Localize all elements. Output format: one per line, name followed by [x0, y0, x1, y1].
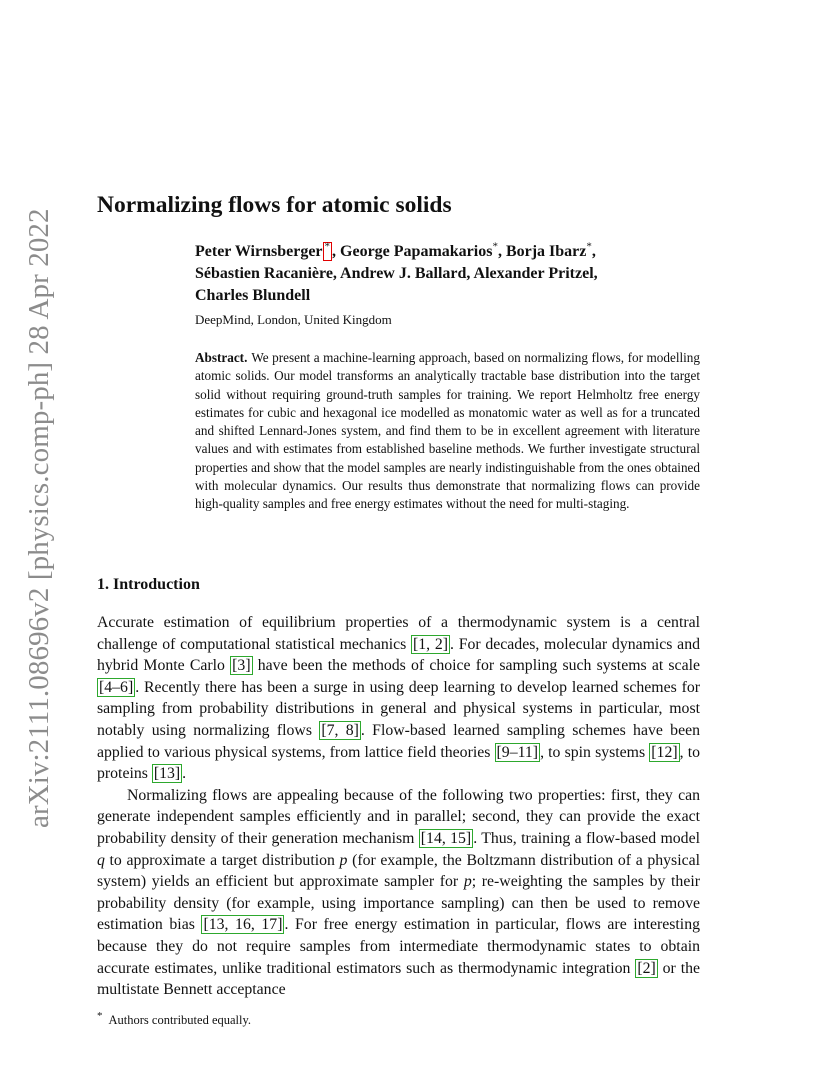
- citation-link[interactable]: [7, 8]: [321, 721, 359, 739]
- citation-link[interactable]: [13]: [153, 765, 181, 783]
- footnote-text: Authors contributed equally.: [108, 1013, 252, 1027]
- citation-link[interactable]: [1, 2]: [413, 635, 449, 653]
- paper-title: Normalizing flows for atomic solids: [97, 192, 452, 218]
- arxiv-identifier: arXiv:2111.08696v2 [physics.comp-ph] 28 Apr 2022: [23, 208, 55, 828]
- citation-link[interactable]: [2]: [637, 959, 656, 977]
- citation-link[interactable]: [12]: [651, 743, 678, 761]
- section-heading: 1. Introduction: [97, 576, 200, 593]
- author-name: , Borja Ibarz: [497, 243, 587, 260]
- equal-contribution-link[interactable]: *: [323, 242, 333, 261]
- equal-contribution-mark: *: [586, 240, 592, 253]
- abstract: [195, 349, 700, 514]
- math-symbol: q: [97, 851, 105, 869]
- abstract-text: We present a machine-learning approach, based on normalizing flows, for modelling atomic solids. Our model transforms an analytically tractable base distribution into the target solid without requiring ground-truth samples for training. We report Helmholtz free energy estimates for cubic and hexagonal ice modelled as monatomic water as well as for a truncated and shifted Lennard-Jones system, and find them to be in excellent agreement with literature values and with estimates from established baseline methods. We further investigate structural properties and show that the model samples are nearly indistinguishable from the ones obtained with molecular dynamics. Our results thus demonstrate that normalizing flows can provide high-quality samples and free energy estimates without the need for multi-staging.: [195, 350, 700, 512]
- abstract-label: Abstract.: [195, 350, 248, 365]
- paragraph: Accurate estimation of equilibrium properties of a thermodynamic system is a central challenge of computational statistical mechanics [1, 2] . For decades, molecular dynamics and hybrid Monte Carlo [3] have been the methods of choice for sampling such systems at scale [4–6] . Recently there has been a surge in using deep learning to develop learned schemes for sampling from probability distributions in general and physical systems in particular, most notably using normalizing flows [7, 8] . Flow-based learned sampling schemes have been applied to various physical systems, from lattice field theories [9–11] , to spin systems [12] , to proteins [13] .: [97, 614, 700, 783]
- author-line-3: Charles Blundell: [195, 287, 311, 304]
- math-symbol: p: [339, 851, 348, 869]
- citation-link[interactable]: [9–11]: [496, 743, 539, 761]
- citation-link[interactable]: [14, 15]: [420, 829, 472, 847]
- affiliation: DeepMind, London, United Kingdom: [195, 312, 392, 327]
- author-name: , George Papamakarios: [332, 243, 493, 260]
- footnote: [97, 1009, 252, 1028]
- equal-contribution-mark: *: [492, 240, 498, 253]
- paragraph: Normalizing flows are appealing because of the following two properties: first, they can generate independent samples efficiently and in parallel; second, they can provide the exact probability density of their generation mechanism [14, 15] . Thus, training a flow-based model q to approximate a target distribution p (for example, the Boltzmann distribution of a physical system) yields an efficient but approximate sampler for p; re-weighting the samples by their probability density (for example, using importance sampling) can then be used to remove estimation bias [13, 16, 17] . For free energy estimation in particular, flows are interesting because they do not require samples from intermediate thermodynamic states to obtain accurate estimates, unlike traditional estimators such as thermodynamic integration [2] or the multistate Bennett acceptance: [97, 786, 700, 999]
- author-line-1: Peter Wirnsberger * , George Papamakarios*, Borja Ibarz*,: [195, 240, 596, 260]
- footnote-mark: *: [97, 1009, 103, 1022]
- citation-link[interactable]: [13, 16, 17]: [203, 916, 283, 934]
- math-symbol: p: [463, 873, 472, 891]
- body-text: [97, 612, 700, 1001]
- citation-link[interactable]: [3]: [232, 657, 251, 675]
- citation-link[interactable]: [4–6]: [99, 678, 134, 696]
- author-list: [195, 241, 715, 307]
- author-line-2: Sébastien Racanière, Andrew J. Ballard, Alexander Pritzel,: [195, 265, 598, 282]
- author-name: Peter Wirnsberger: [195, 243, 323, 260]
